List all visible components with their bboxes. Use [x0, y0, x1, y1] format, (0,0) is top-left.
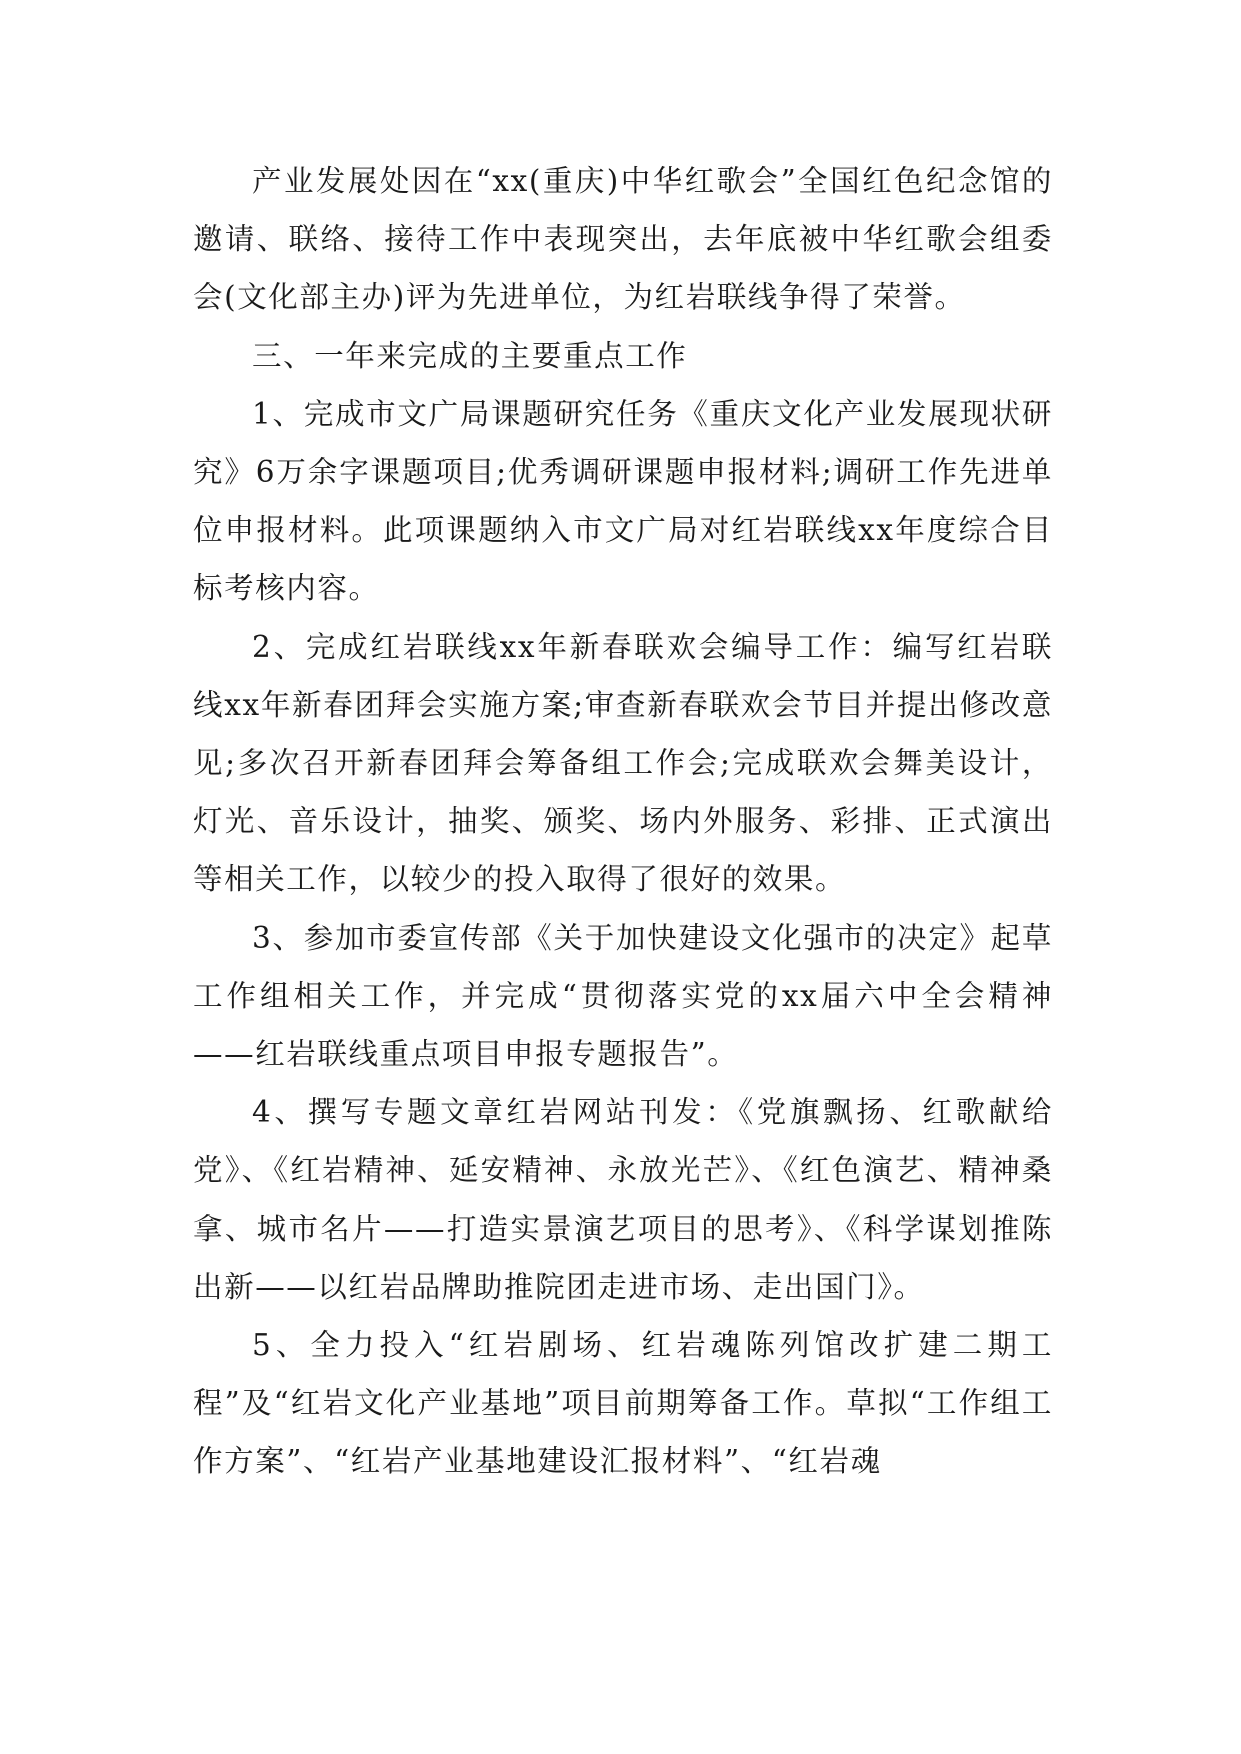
section-heading-key-work: 三、一年来完成的主要重点工作: [252, 338, 688, 373]
paragraph-item-3: 3、参加市委宣传部《关于加快建设文化强市的决定》起草工作组相关工作，并完成“贯彻落实党的xx届六中全会精神——红岩联线重点项目申报专题报告”。: [193, 920, 1053, 1072]
paragraph-item-5: 5、全力投入“红岩剧场、红岩魂陈列馆改扩建二期工程”及“红岩文化产业基地”项目前期筹备工作。草拟“工作组工作方案”、“红岩产业基地建设汇报材料”、“红岩魂: [193, 1328, 1053, 1479]
paragraph-item-1: 1、完成市文广局课题研究任务《重庆文化产业发展现状研究》6万余字课题项目;优秀调研课题申报材料;调研工作先进单位申报材料。此项课题纳入市文广局对红岩联线xx年度综合目标考核内容。: [193, 396, 1053, 606]
paragraph-award: 产业发展处因在“xx(重庆)中华红歌会”全国红色纪念馆的邀请、联络、接待工作中表现突出，去年底被中华红歌会组委会(文化部主办)评为先进单位，为红岩联线争得了荣誉。: [193, 164, 1053, 315]
document-body: [193, 152, 1053, 1491]
paragraph-item-2: 2、完成红岩联线xx年新春联欢会编导工作：编写红岩联线xx年新春团拜会实施方案;审查新春联欢会节目并提出修改意见;多次召开新春团拜会筹备组工作会;完成联欢会舞美设计，灯光、音乐设计，抽奖、颁奖、场内外服务、彩排、正式演出等相关工作，以较少的投入取得了很好的效果。: [193, 629, 1053, 897]
paragraph-item-4: 4、撰写专题文章红岩网站刊发：《党旗飘扬、红歌献给党》、《红岩精神、延安精神、永放光芒》、《红色演艺、精神桑拿、城市名片——打造实景演艺项目的思考》、《科学谋划推陈出新——以红岩品牌助推院团走进市场、走出国门》。: [193, 1095, 1053, 1304]
